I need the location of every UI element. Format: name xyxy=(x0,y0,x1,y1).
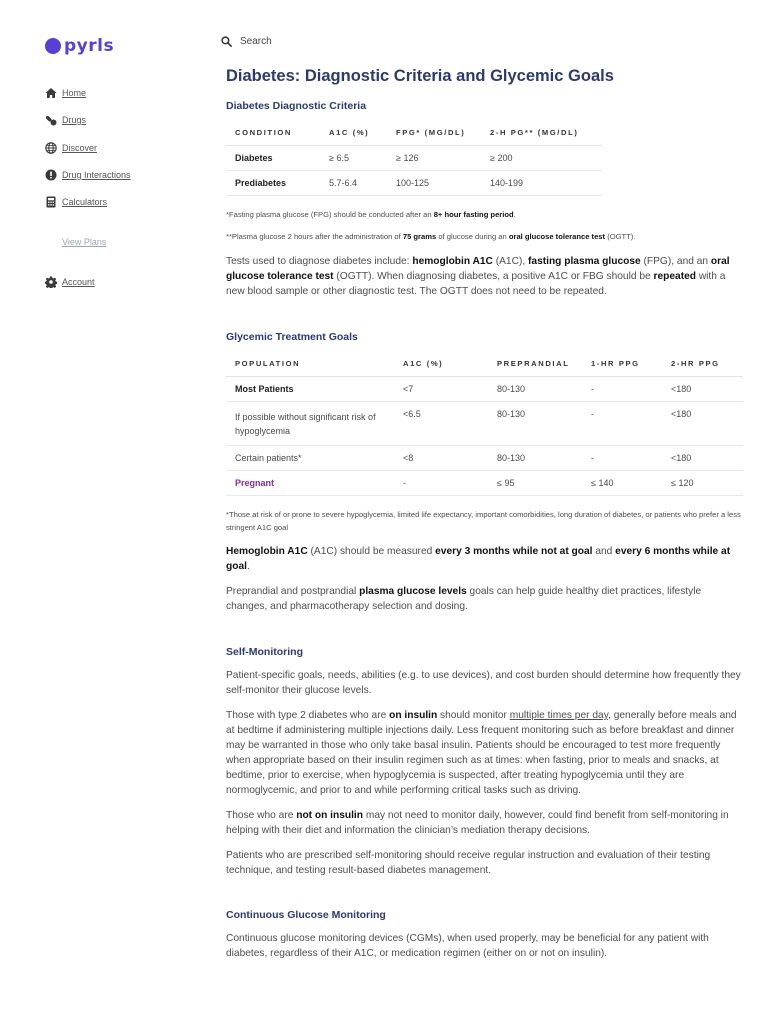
table-row xyxy=(226,402,743,446)
emphasis: not on insulin xyxy=(296,810,363,821)
sidebar-item-label: Account xyxy=(62,277,95,287)
globe-icon xyxy=(45,142,57,154)
sidebar-item-label: Drug Interactions xyxy=(62,170,131,180)
selfmon-insulin-paragraph xyxy=(226,708,741,798)
diagnostic-criteria-table xyxy=(226,120,602,196)
table-row xyxy=(226,471,743,496)
emphasis: plasma glucose levels xyxy=(359,586,467,597)
column-header: A1C (%) xyxy=(394,351,488,377)
footnote-emphasis: 75 grams xyxy=(402,232,437,241)
text: Those who are xyxy=(226,810,297,821)
table-cell: Prediabetes xyxy=(226,171,320,196)
footnote-text: of glucose during an xyxy=(436,232,509,241)
table-cell: - xyxy=(582,402,662,446)
text: (FPG), and an xyxy=(640,256,711,267)
table-cell: 80-130 xyxy=(488,446,582,471)
text: (A1C), xyxy=(492,256,529,267)
emphasis: hemoglobin A1C xyxy=(412,256,493,267)
table-cell: ≥ 200 xyxy=(481,146,602,171)
table-cell: ≤ 140 xyxy=(582,471,662,496)
table-cell: - xyxy=(394,471,488,496)
table-cell: ≥ 6.5 xyxy=(320,146,387,171)
table-cell: Most Patients xyxy=(226,377,394,402)
underlined-text: multiple times per day xyxy=(509,710,609,721)
table-cell: <6.5 xyxy=(394,402,488,446)
footnote-emphasis: 8+ hour fasting period xyxy=(433,210,514,219)
table-cell: ≥ 126 xyxy=(387,146,481,171)
column-header: 2-HR PPG xyxy=(662,351,743,377)
sidebar-item-drug-interactions[interactable] xyxy=(45,169,131,181)
sidebar-item-calculators[interactable] xyxy=(45,196,107,208)
text: , generally before meals and at bedtime if administering multiple injections daily. Less frequent monitoring such as before breakfast and dinner may be warranted in those who only take basal insulin. Patients should be encouraged to test more frequently when appropriate based on their insulin regimen such as at times: when fasting, prior to meals and snacks, at bedtime, prior to exercise, when hypoglycemia is suspected, after treating hypoglycemia until they are normoglycemic, and prior to and while performing critical tasks such as driving. xyxy=(226,710,737,796)
table-cell: If possible without significant risk of hypoglycemia xyxy=(226,402,394,446)
selfmon-instruction-paragraph: Patients who are prescribed self-monitoring should receive regular instruction and evaluation of their testing technique, and testing result-based diabetes management. xyxy=(226,850,711,876)
footnote-text: *Fasting plasma glucose (FPG) should be conducted after an xyxy=(226,210,434,219)
table-cell: 80-130 xyxy=(488,377,582,402)
table-cell: <180 xyxy=(662,377,743,402)
column-header: PREPRANDIAL xyxy=(488,351,582,377)
text: Tests used to diagnose diabetes include: xyxy=(226,256,413,267)
table-row xyxy=(226,146,602,171)
search-bar[interactable] xyxy=(221,36,480,47)
emphasis: Hemoglobin A1C xyxy=(226,546,308,557)
table-cell: Pregnant xyxy=(226,471,394,496)
table-row xyxy=(226,377,743,402)
table-cell: <7 xyxy=(394,377,488,402)
search-icon xyxy=(221,36,232,47)
brand-logo[interactable] xyxy=(45,36,114,56)
footnote-emphasis: oral glucose tolerance test xyxy=(508,232,606,241)
section-heading: Glycemic Treatment Goals xyxy=(226,331,358,343)
table-cell: ≤ 120 xyxy=(662,471,743,496)
home-icon xyxy=(45,87,57,99)
column-header: CONDITION xyxy=(226,120,320,146)
table-cell: - xyxy=(582,446,662,471)
text: and xyxy=(592,546,616,557)
column-header: FPG* (MG/DL) xyxy=(387,120,481,146)
glucose-goals-paragraph xyxy=(226,584,741,614)
view-plans-link[interactable]: View Plans xyxy=(62,237,107,247)
section-heading: Continuous Glucose Monitoring xyxy=(226,909,386,921)
selfmon-paragraph: Patient-specific goals, needs, abilities (e.g. to use devices), and cost burden should determine how frequently they self-monitor their glucose levels. xyxy=(226,670,741,696)
table-cell: <8 xyxy=(394,446,488,471)
table-cell: <180 xyxy=(662,402,743,446)
text: Those with type 2 diabetes who are xyxy=(226,710,390,721)
text: with a new blood sample or other diagnostic test. The OGTT does not need to be repeated. xyxy=(226,271,726,297)
text: goals can help guide healthy diet practices, lifestyle changes, and pharmacotherapy selection and dosing. xyxy=(226,586,702,612)
column-header: 2-H PG** (MG/DL) xyxy=(481,120,602,146)
footnote-text: **Plasma glucose 2 hours after the administration of xyxy=(226,232,403,241)
footnote xyxy=(226,230,741,243)
table-cell: 5.7-6.4 xyxy=(320,171,387,196)
text: . xyxy=(246,561,250,572)
diagnosis-paragraph xyxy=(226,254,741,299)
cgm-paragraph: Continuous glucose monitoring devices (CGMs), when used properly, may be beneficial for any patient with diabetes, regardless of their A1C, or medication regimen (either on or not on insulin). xyxy=(226,933,709,959)
brand-name: pyrls xyxy=(64,36,115,56)
pills-icon xyxy=(45,114,57,126)
main-content xyxy=(226,64,741,961)
sidebar-item-label: Home xyxy=(62,88,87,98)
table-cell: 80-130 xyxy=(488,402,582,446)
sidebar-item-account[interactable] xyxy=(45,276,95,288)
calculator-icon xyxy=(45,196,57,208)
column-header: POPULATION xyxy=(226,351,394,377)
a1c-paragraph xyxy=(226,544,741,574)
table-cell: - xyxy=(582,377,662,402)
page-title: Diabetes: Diagnostic Criteria and Glycemic Goals xyxy=(226,67,614,85)
table-cell: <180 xyxy=(662,446,743,471)
emphasis: every 3 months while not at goal xyxy=(435,546,593,557)
sidebar-item-label: Drugs xyxy=(62,115,87,125)
alert-icon xyxy=(45,169,57,181)
text: should monitor xyxy=(437,710,510,721)
glycemic-goals-table xyxy=(226,351,743,496)
column-header: A1C (%) xyxy=(320,120,387,146)
text: may not need to monitor daily, however, could find benefit from self-monitoring in helping with their diet and information the clinician’s mediation therapy decisions. xyxy=(226,810,729,836)
emphasis: oral glucose tolerance test xyxy=(226,256,730,282)
emphasis: repeated xyxy=(653,271,696,282)
footnote xyxy=(226,208,741,221)
table-header-row xyxy=(226,120,602,146)
table-cell: 140-199 xyxy=(481,171,602,196)
text: (A1C) should be measured xyxy=(307,546,436,557)
section-heading: Self-Monitoring xyxy=(226,646,303,658)
section-heading: Diabetes Diagnostic Criteria xyxy=(226,100,367,112)
sidebar-item-discover[interactable] xyxy=(45,142,97,154)
emphasis: fasting plasma glucose xyxy=(528,256,641,267)
table-cell: Diabetes xyxy=(226,146,320,171)
sidebar-item-home[interactable] xyxy=(45,87,86,99)
table-cell: Certain patients* xyxy=(226,446,394,471)
sidebar-item-label: Discover xyxy=(62,143,98,153)
emphasis: every 6 months while at goal xyxy=(226,546,731,572)
table-row xyxy=(226,446,743,471)
table-header-row xyxy=(226,351,743,377)
selfmon-no-insulin-paragraph xyxy=(226,808,741,838)
footnote: *Those at risk of or prone to severe hypoglycemia, limited life expectancy, important comorbidities, long duration of diabetes, or patients who prefer a less stringent A1C goal xyxy=(226,510,741,532)
table-cell: ≤ 95 xyxy=(488,471,582,496)
logo-mark xyxy=(45,38,61,54)
text: (OGTT). When diagnosing diabetes, a positive A1C or FBG should be xyxy=(333,271,654,282)
sidebar-item-label: Calculators xyxy=(62,197,108,207)
footnote-text: (OGTT). xyxy=(605,232,636,241)
search-input[interactable] xyxy=(240,36,480,47)
column-header: 1-HR PPG xyxy=(582,351,662,377)
sidebar-item-drugs[interactable] xyxy=(45,114,86,126)
table-row xyxy=(226,171,602,196)
emphasis: on insulin xyxy=(389,710,438,721)
table-cell: 100-125 xyxy=(387,171,481,196)
text: Preprandial and postprandial xyxy=(226,586,360,597)
footnote-text: . xyxy=(513,210,516,219)
gear-icon xyxy=(45,276,57,288)
